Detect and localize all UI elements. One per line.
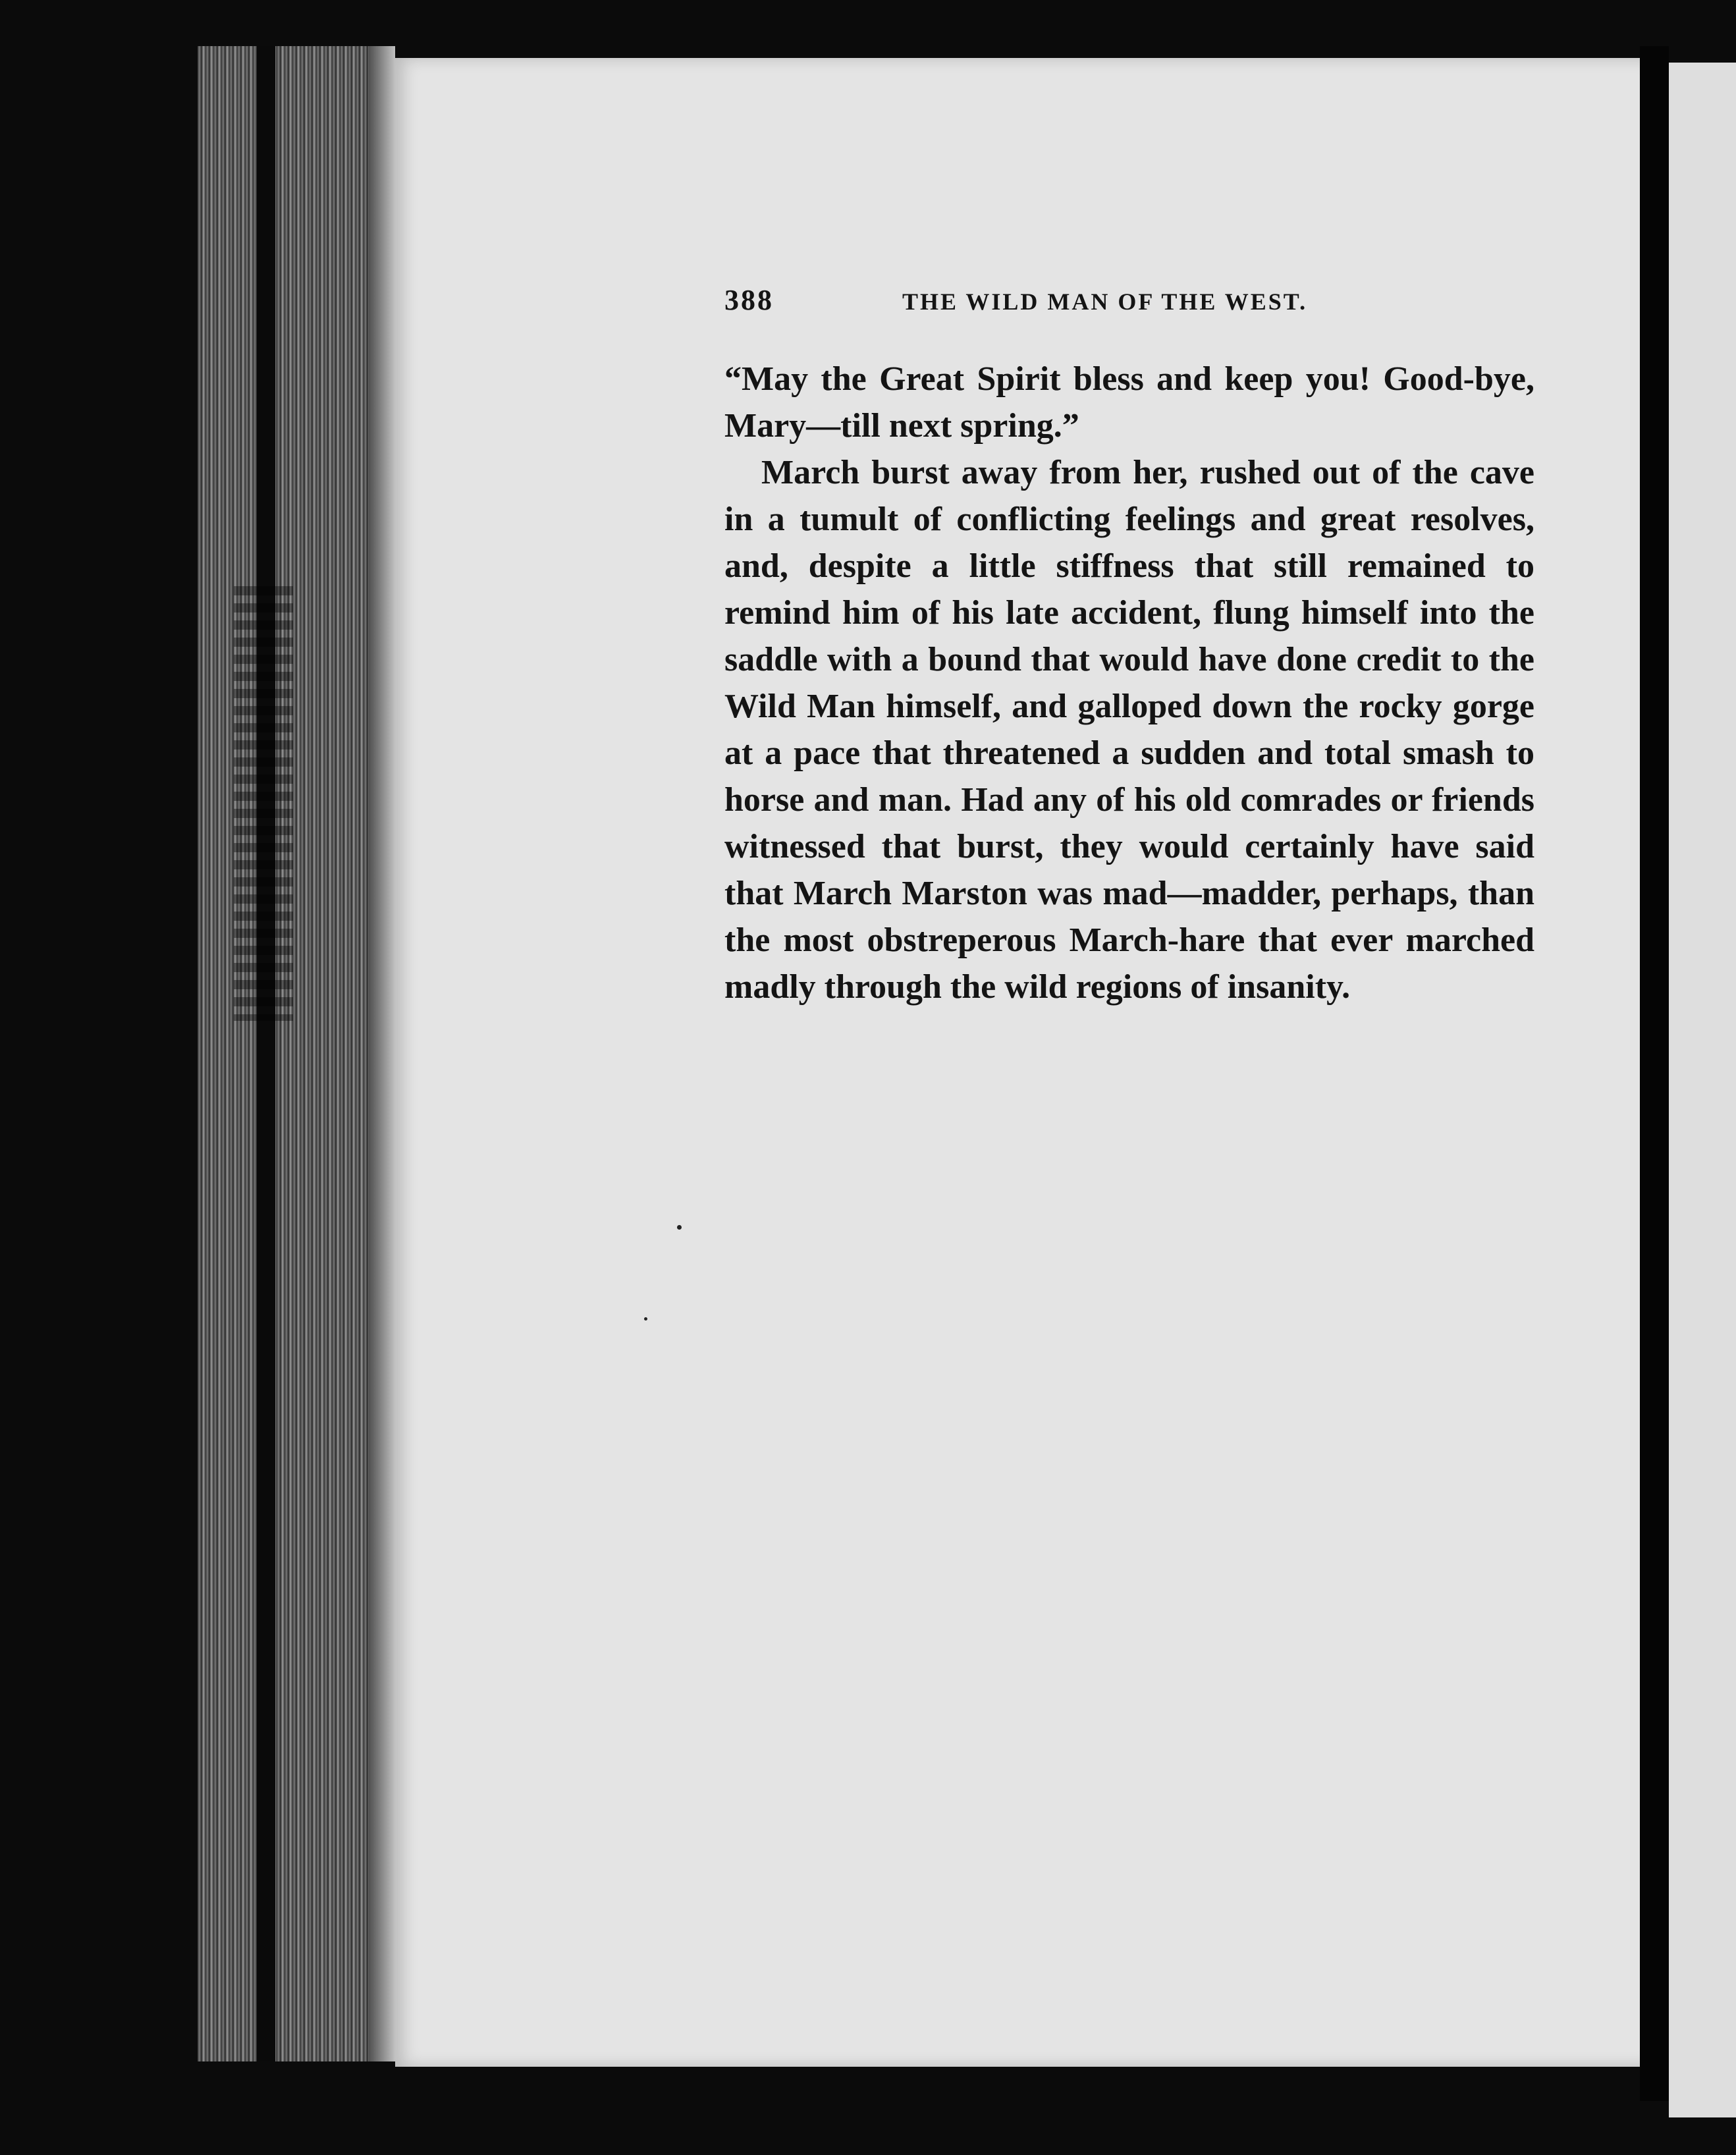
print-speck: [677, 1225, 682, 1230]
paragraph-dialogue: “May the Great Spirit bless and keep you! Good-bye, Mary—till next spring.”: [724, 360, 1534, 445]
body-text: [724, 356, 1534, 1010]
page-text-block: [724, 283, 1534, 1010]
page-gutter: [1640, 46, 1669, 2101]
running-title: THE WILD MAN OF THE WEST.: [902, 288, 1308, 315]
running-head: [724, 283, 1534, 329]
book-page-edges: [198, 46, 395, 2061]
print-speck: [644, 1317, 647, 1321]
facing-page-edge: [1669, 63, 1736, 2117]
paragraph-narrative: March burst away from her, rushed out of the cave in a tumult of conflicting feelings and great resolves, and, despite a little stiffness that still remained to remind him of his late accident, flung himself into the saddle with a bound that would have done credit to the Wild Man himself, and galloped down the rocky gorge at a pace that threatened a sudden and total smash to horse and man. Had any of his old comrades or friends witnessed that burst, they would certainly have said that March Marston was mad—madder, perhaps, than the most obstreperous March-hare that ever marched madly through the wild regions of insanity.: [724, 454, 1534, 1006]
page-number: 388: [724, 284, 774, 316]
library-stamp-mark: [234, 586, 293, 1021]
